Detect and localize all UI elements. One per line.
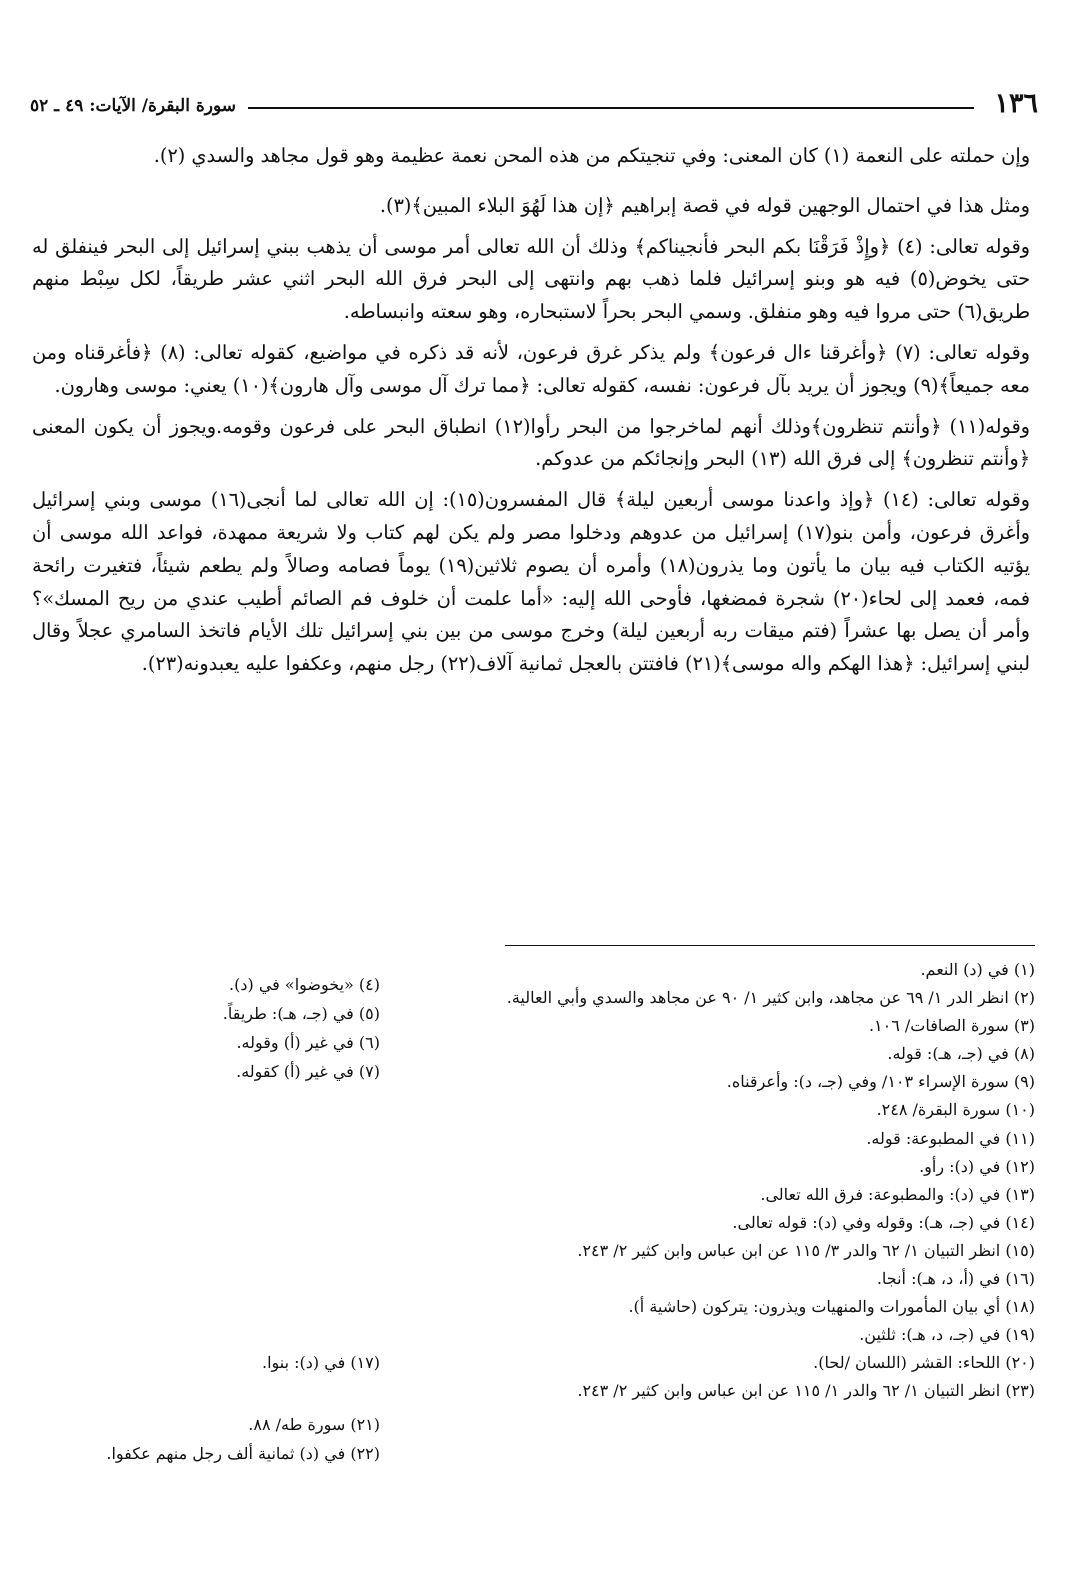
footnote: (٤) «يخوضوا» في (د). <box>229 975 380 994</box>
paragraph: وقوله تعالى: (٤) ﴿وإِذْ فَرَقْنَا بكم البحر فأنجيناكم﴾ وذلك أن الله تعالى أمر موسى أن يذهب ببني إسرائيل إلى البحر فينفلق له حتى يخوض(٥) فيه هو وبنو إسرائيل فلما ذهب بهم وانتهى إلى البحر فرق الله البحر اثني عشر طريقاً، لكل سِبْط منهم طريق(٦) حتى مروا فيه وهو منفلق. وسمي البحر بحراً لاستبحاره، وهو سعته وانبساطه. <box>32 234 1031 324</box>
header-title: سورة البقرة/ الآيات: ٤٩ ـ ٥٢ <box>30 96 236 116</box>
footnote: (٢٠) اللحاء: القشر (اللسان /لحا). <box>813 1353 1035 1373</box>
footnote: (١٥) انظر التبيان ١/ ٦٢ والدر ٣/ ١١٥ عن ابن عباس وابن كثير ٢/ ٢٤٣. <box>577 1240 1035 1260</box>
footnote: (١٣) في (د): والمطبوعة: فرق الله تعالى. <box>760 1184 1035 1204</box>
paragraph: وإن حملته على النعمة (١) كان المعنى: وفي تنجيتكم من هذه المحن نعمة عظيمة وهو قول مجاهد والسدي (٢). <box>153 144 1030 167</box>
footnote: (٧) في غير (أ) كقوله. <box>236 1062 380 1081</box>
page-header <box>30 84 1038 118</box>
footnote: (٦) في غير (أ) وقوله. <box>236 1033 380 1052</box>
footnote: (١١) في المطبوعة: قوله. <box>866 1128 1035 1148</box>
page-number: ١٣٦ <box>994 88 1038 119</box>
main-text <box>32 140 1030 681</box>
footnote: (٨) في (جـ، هـ): قوله. <box>887 1044 1035 1064</box>
header-rule <box>248 107 974 109</box>
footnote: (١٤) في (جـ، هـ): وقوله وفي (د): قوله تعالى. <box>732 1212 1035 1232</box>
footnote-divider <box>505 945 1035 946</box>
footnote: (١٧) في (د): بنوا. <box>262 1353 380 1372</box>
footnote: (١٠) سورة البقرة/ ٢٤٨. <box>876 1100 1035 1120</box>
paragraph: وقوله تعالى: (٧) ﴿وأغرقنا ءال فرعون﴾ ولم يذكر غرق فرعون، لأنه قد ذكره في مواضيع، كقوله تعالى: (٨) ﴿فأغرقناه ومن معه جميعاً﴾(٩) ويجوز أن يريد بآل فرعون: نفسه، كقوله تعالى: ﴿مما ترك آل موسى وآل هارون﴾(١٠) يعني: موسى وهارون. <box>32 340 1030 397</box>
footnotes-right-column <box>425 956 1035 1406</box>
footnote: (٩) سورة الإسراء ١٠٣/ وفي (جـ، د): وأعرقناه. <box>726 1072 1035 1092</box>
footnote: (٢٢) في (د) ثمانية ألف رجل منهم عكفوا. <box>106 1444 380 1463</box>
footnote: (٢) انظر الدر ١/ ٦٩ عن مجاهد، وابن كثير ١/ ٩٠ عن مجاهد والسدي وأبي العالية. <box>506 988 1035 1008</box>
footnote: (٣) سورة الصافات/ ١٠٦. <box>868 1016 1035 1036</box>
footnote: (٢١) سورة طه/ ٨٨. <box>248 1415 380 1434</box>
footnote: (١٩) في (جـ، د، هـ): ثلثين. <box>859 1325 1035 1345</box>
paragraph: وقوله تعالى: (١٤) ﴿وإذ واعدنا موسى أربعين ليلة﴾ قال المفسرون(١٥): إن الله تعالى لما أنجى(١٦) موسى وبني إسرائيل وأغرق فرعون، وأمن بنو(١٧) إسرائيل من عدوهم ودخلوا مصر ولم يكن لهم كتاب ولا شريعة ممهدة، فواعد الله موسى أن يؤتيه الكتاب فيه بيان ما يأتون وما يذرون(١٨) وأمره أن يصوم ثلاثين(١٩) يوماً فصامه وصالاً ولم يطعم شيئاً، فتغيرت رائحة فمه، فعمد إلى لحاء(٢٠) شجرة فمضغها، فأوحى الله إليه: «أما علمت أن خلوف فم الصائم أطيب عندي من ريح المسك»؟ وأمر أن يصل بها عشراً (فتم ميقات ربه أربعين ليلة) وخرج موسى من بين بني إسرائيل تلك الأيام فاتخذ السامري عجلاً وقال لبني إسرائيل: ﴿هذا الهكم واله موسى﴾(٢١) فافتتن بالعجل ثمانية آلاف(٢٢) رجل منهم، وعكفوا عليه يعبدونه(٢٣). <box>32 488 1030 676</box>
footnote: (١) في (د) النعم. <box>920 960 1035 979</box>
footnote: (١٨) أي بيان المأمورات والمنهيات ويذرون: يتركون (حاشية أ). <box>628 1297 1035 1317</box>
footnote: (١٦) في (أ، د، هـ): أنجا. <box>876 1269 1035 1289</box>
footnote: (٥) في (جـ، هـ): طريقاً. <box>222 1004 380 1023</box>
paragraph: ومثل هذا في احتمال الوجهين قوله في قصة إبراهيم ﴿إن هذا لَهُوَ البلاء المبين﴾(٣). <box>379 193 1030 217</box>
paragraph: وقوله(١١) ﴿وأنتم تنظرون﴾وذلك أنهم لماخرجوا من البحر رأوا(١٢) انطباق البحر على فرعون وقومه.ويجوز أن يكون المعنى ﴿وأنتم تنظرون﴾ إلى فرق الله (١٣) البحر وإنجائكم من عدوكم. <box>32 414 1030 471</box>
footnote: (١٢) في (د): رأو. <box>919 1156 1035 1176</box>
footnote: (٢٣) انظر التبيان ١/ ٦٢ والدر ١/ ١١٥ عن ابن عباس وابن كثير ٢/ ٢٤٣. <box>577 1381 1035 1401</box>
footnotes-left-column <box>30 956 380 1468</box>
